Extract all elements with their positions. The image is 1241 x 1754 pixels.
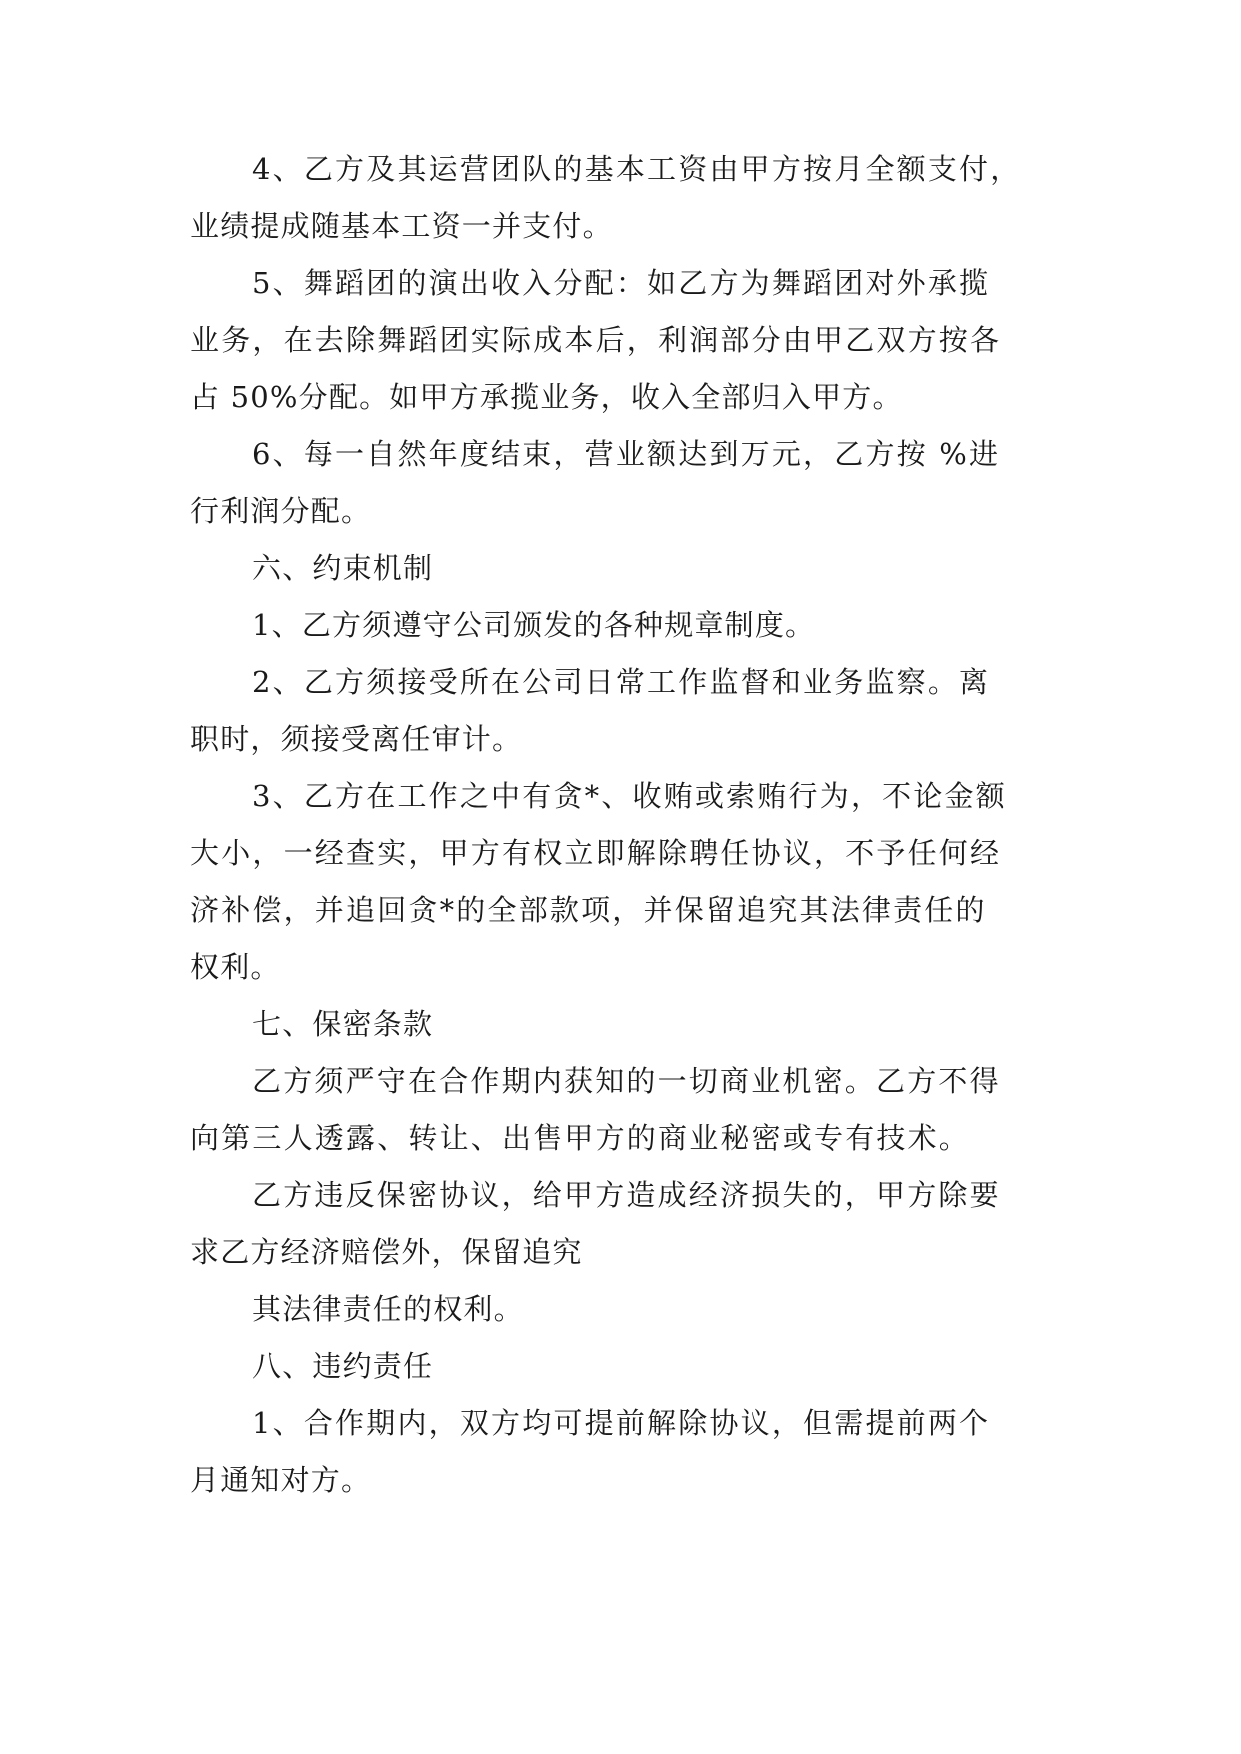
paragraph-line: 乙方违反保密协议，给甲方造成经济损失的，甲方除要	[252, 1178, 1001, 1212]
paragraph-line: 月通知对方。	[190, 1463, 372, 1497]
paragraph-line: 求乙方经济赔偿外，保留追究	[190, 1235, 583, 1269]
paragraph-line: 1、乙方须遵守公司颁发的各种规章制度。	[252, 608, 816, 642]
paragraph-line: 大小，一经查实，甲方有权立即解除聘任协议，不予任何经	[190, 836, 1002, 870]
paragraph-line: 业绩提成随基本工资一并支付。	[190, 209, 613, 243]
paragraph-line: 6、每一自然年度结束，营业额达到万元，乙方按 %进	[252, 437, 1001, 471]
paragraph-line: 行利润分配。	[190, 494, 372, 528]
paragraph-line: 1、合作期内，双方均可提前解除协议，但需提前两个	[252, 1406, 991, 1440]
paragraph-line: 职时，须接受离任审计。	[190, 722, 523, 756]
paragraph-line: 济补偿，并追回贪*的全部款项，并保留追究其法律责任的	[190, 893, 987, 927]
paragraph-line: 权利。	[190, 950, 281, 984]
paragraph-line: 向第三人透露、转让、出售甲方的商业秘密或专有技术。	[190, 1121, 971, 1155]
paragraph-line: 4、乙方及其运营团队的基本工资由甲方按月全额支付，	[252, 152, 1022, 186]
paragraph-line: 5、舞蹈团的演出收入分配：如乙方为舞蹈团对外承揽	[252, 266, 991, 300]
section-heading: 六、约束机制	[252, 551, 434, 585]
paragraph-line: 2、乙方须接受所在公司日常工作监督和业务监察。离	[252, 665, 991, 699]
paragraph-line: 业务，在去除舞蹈团实际成本后，利润部分由甲乙双方按各	[190, 323, 1002, 357]
paragraph-line: 3、乙方在工作之中有贪*、收贿或索贿行为，不论金额	[252, 779, 1007, 813]
paragraph-line: 乙方须严守在合作期内获知的一切商业机密。乙方不得	[252, 1064, 1001, 1098]
section-heading: 八、违约责任	[252, 1349, 434, 1383]
section-heading: 七、保密条款	[252, 1007, 434, 1041]
paragraph-line: 占 50%分配。如甲方承揽业务，收入全部归入甲方。	[190, 380, 903, 414]
paragraph-line: 其法律责任的权利。	[252, 1292, 524, 1326]
